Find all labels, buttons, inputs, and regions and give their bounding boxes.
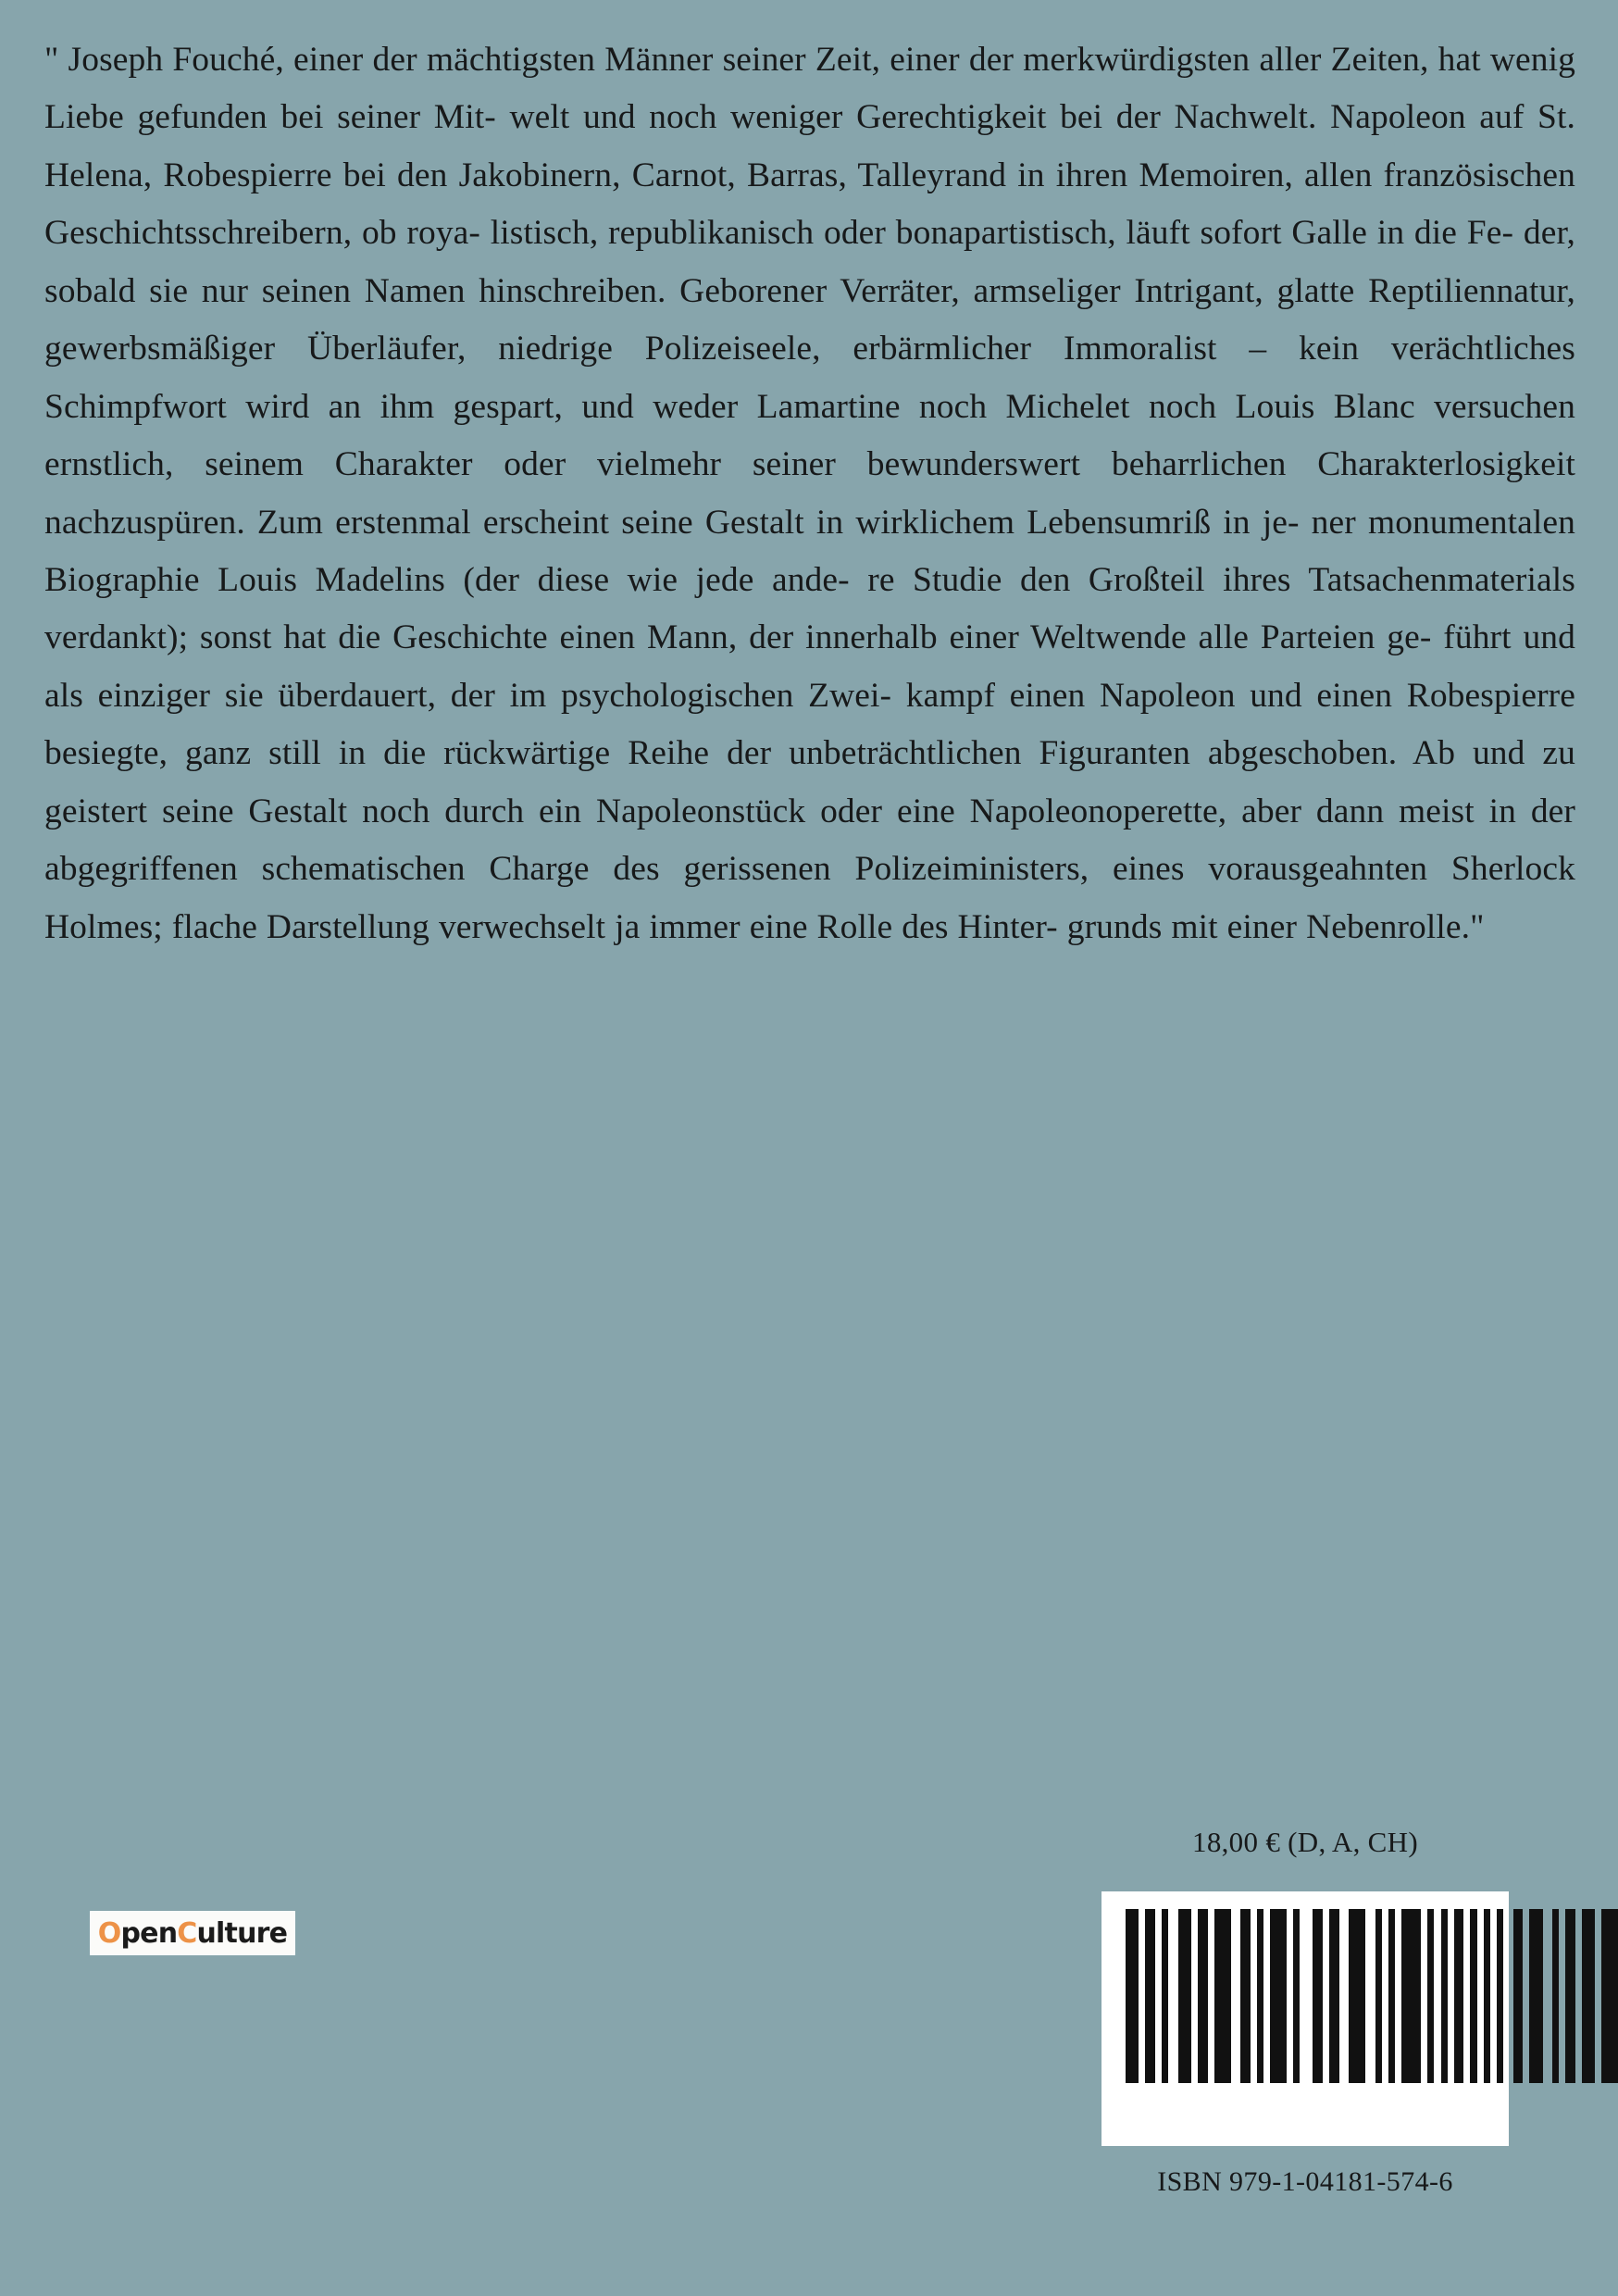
publisher-logo	[90, 1911, 295, 1955]
back-cover-blurb: " Joseph Fouché, einer der mächtigsten Männer seiner Zeit, einer der merkwürdigsten aller Zeiten, hat wenig Liebe gefunden bei seiner Mit- welt und noch weniger Gerechtigkeit bei der Nachwelt. Napoleon auf St. Helena, Robespierre bei den Jakobinern, Carnot, Barras, Talleyrand in ihren Memoiren, allen französischen Geschichtsschreibern, ob roya- listisch, republikanisch oder bonapartistisch, läuft sofort Galle in die Fe- der, sobald sie nur seinen Namen hinschreiben. Geborener Verräter, armseliger Intrigant, glatte Reptiliennatur, gewerbsmäßiger Überläufer, niedrige Polizeiseele, erbärmlicher Immoralist – kein verächtliches Schimpfwort wird an ihm gespart, und weder Lamartine noch Michelet noch Louis Blanc versuchen ernstlich, seinem Charakter oder vielmehr seiner bewunderswert beharrlichen Charakterlosigkeit nachzuspüren. Zum erstenmal erscheint seine Gestalt in wirklichem Lebensumriß in je- ner monumentalen Biographie Louis Madelins (der diese wie jede ande- re Studie den Großteil ihres Tatsachenmaterials verdankt); sonst hat die Geschichte einen Mann, der innerhalb einer Weltwende alle Parteien ge- führt und als einziger sie überdauert, der im psychologischen Zwei- kampf einen Napoleon und einen Robespierre besiegte, ganz still in die rückwärtige Reihe der unbeträchtlichen Figuranten abgeschoben. Ab und zu geistert seine Gestalt noch durch ein Napoleonstück oder eine Napoleonoperette, aber dann meist in der abgegriffenen schematischen Charge des gerissenen Polizeiministers, eines vorausgeahnten Sherlock Holmes; flache Darstellung verwechselt ja immer eine Rolle des Hinter- grunds mit einer Nebenrolle."	[44, 41, 1585, 946]
publisher-logo-letter-c: C	[177, 1917, 197, 1950]
price-label: 18,00 € (D, A, CH)	[1192, 1826, 1418, 1858]
publisher-logo-wordmark	[97, 1917, 288, 1950]
barcode-bars	[1126, 1909, 1618, 2083]
publisher-logo-ulture: ulture	[196, 1917, 288, 1950]
barcode	[1101, 1891, 1509, 2146]
publisher-logo-pen: pen	[120, 1917, 178, 1950]
publisher-logo-letter-o: O	[97, 1917, 121, 1950]
isbn-label: ISBN 979-1-04181-574-6	[1157, 2166, 1453, 2197]
